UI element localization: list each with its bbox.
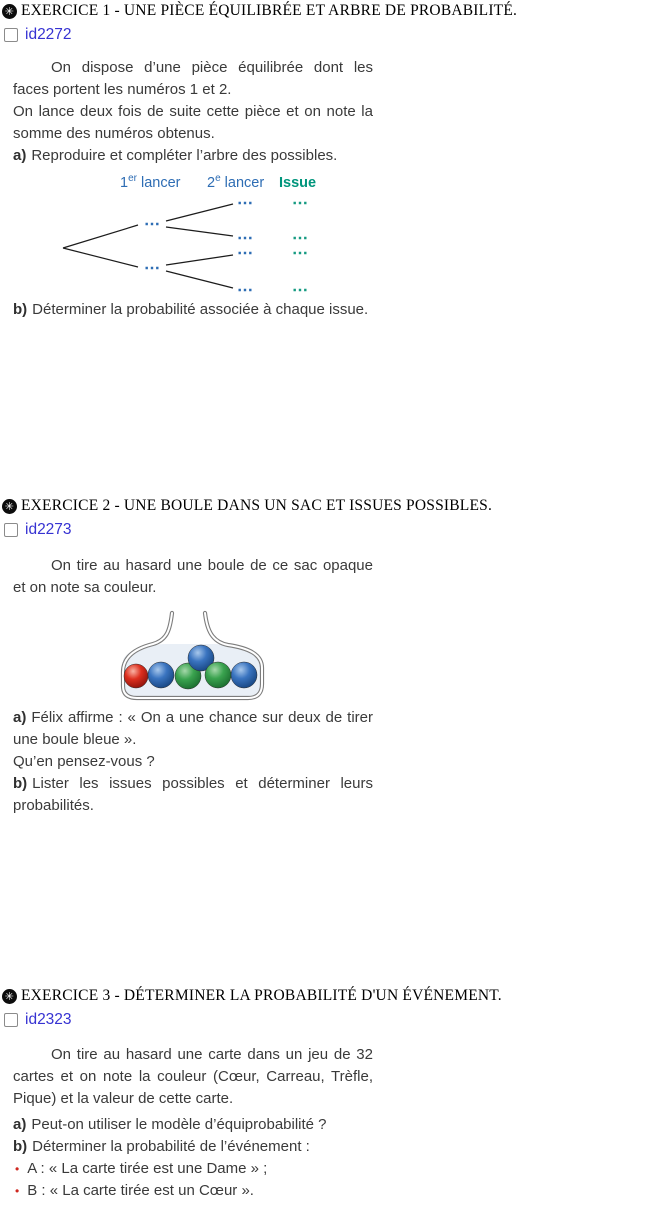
event-list-item <box>13 1158 375 1180</box>
exercise2-questions <box>13 707 373 817</box>
exercise2-header <box>2 497 492 515</box>
exercise1-title: EXERCICE 1 - UNE PIÈCE ÉQUILIBRÉE ET ARBRE DE PROBABILITÉ. <box>21 2 518 19</box>
event-list-item <box>13 1180 375 1202</box>
exercise3-checkbox[interactable] <box>4 1013 18 1027</box>
bullet-icon: • <box>15 1184 20 1198</box>
tree-col2-label: 2e lancer <box>207 173 265 191</box>
exercise-gear-icon: ✳ <box>2 989 17 1004</box>
question-text: Félix affirme : « On a une chance sur deux de tirer une boule bleue ». <box>13 709 373 748</box>
question-label: b) <box>13 1138 28 1155</box>
exercise-gear-icon: ✳ <box>2 4 17 19</box>
exercise2-title: EXERCICE 2 - UNE BOULE DANS UN SAC ET ISSUES POSSIBLES. <box>21 497 493 514</box>
green-ball <box>205 662 231 688</box>
tree-col1-label: 1er lancer <box>120 173 181 191</box>
exercise1-question-b <box>13 299 373 321</box>
exercise2-intro <box>13 555 373 599</box>
paragraph: On lance deux fois de suite cette pièce et on note la somme des numéros obtenus. <box>13 103 373 142</box>
exercise3-id-link[interactable]: id2323 <box>25 1011 72 1028</box>
blue-ball <box>231 662 257 688</box>
blue-ball <box>148 662 174 688</box>
question-text: Qu’en pensez-vous ? <box>13 753 155 770</box>
exercise-gear-icon: ✳ <box>2 499 17 514</box>
bag-of-balls-image <box>115 610 270 705</box>
tree-issue-label: Issue <box>279 175 317 191</box>
exercise1-intro <box>13 57 373 167</box>
paragraph: On tire au hasard une boule de ce sac opaque et on note sa couleur. <box>13 557 373 596</box>
exercise2-checkbox[interactable] <box>4 523 18 537</box>
exercise3-id-row <box>4 1011 72 1029</box>
event-text: A : « La carte tirée est une Dame » ; <box>27 1160 268 1177</box>
paragraph: On tire au hasard une carte dans un jeu de 32 cartes et on note la couleur (Cœur, Carreau, Trèfle, Pique) et la valeur de cette carte. <box>13 1046 373 1107</box>
question-label: a) <box>13 147 27 164</box>
bullet-icon: • <box>15 1162 20 1176</box>
branch-line <box>166 227 233 236</box>
exercise3-title: EXERCICE 3 - DÉTERMINER LA PROBABILITÉ D'UN ÉVÉNEMENT. <box>21 987 502 1004</box>
question-label: b) <box>13 301 28 318</box>
red-ball <box>124 664 148 688</box>
question-text: Déterminer la probabilité de l’événement : <box>32 1138 310 1155</box>
question-text: Reproduire et compléter l’arbre des possibles. <box>31 147 338 164</box>
exercise3-header <box>2 987 502 1005</box>
exercise1-checkbox[interactable] <box>4 28 18 42</box>
probability-tree-diagram <box>55 194 320 304</box>
question-label: b) <box>13 775 28 792</box>
branch-line <box>63 225 138 248</box>
paragraph: On dispose d’une pièce équilibrée dont les faces portent les numéros 1 et 2. <box>13 59 373 98</box>
question-text: Peut-on utiliser le modèle d’équiprobabilité ? <box>31 1116 327 1133</box>
question-text: Déterminer la probabilité associée à chaque issue. <box>32 301 369 318</box>
exercise2-id-link[interactable]: id2273 <box>25 521 72 538</box>
question-label: a) <box>13 1116 27 1133</box>
exercise1-id-link[interactable]: id2272 <box>25 26 72 43</box>
branch-line <box>166 271 233 288</box>
exercise1-id-row <box>4 26 72 44</box>
event-text: B : « La carte tirée est un Cœur ». <box>27 1182 254 1199</box>
branch-line <box>166 255 233 265</box>
question-a <box>13 145 373 167</box>
exercise1-header <box>2 2 517 20</box>
exercise3-intro <box>13 1044 373 1110</box>
branch-line <box>166 204 233 221</box>
question-label: a) <box>13 709 27 726</box>
branch-line <box>63 248 138 267</box>
exercise2-id-row <box>4 521 72 539</box>
question-text: Lister les issues possibles et déterminer leurs probabilités. <box>13 775 373 814</box>
exercise3-questions <box>13 1114 375 1202</box>
